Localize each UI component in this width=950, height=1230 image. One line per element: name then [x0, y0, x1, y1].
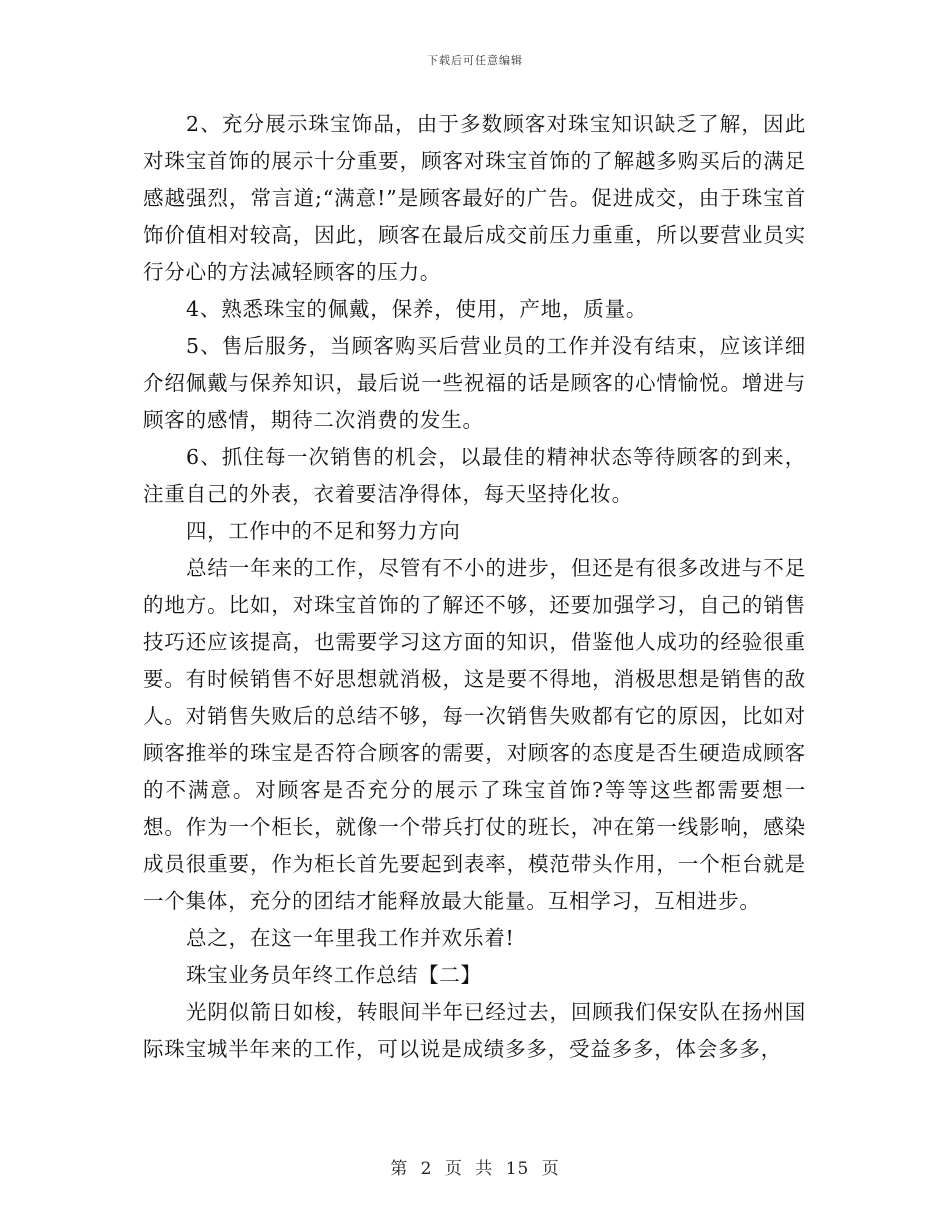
document-body	[143, 106, 806, 1068]
section-heading-part-two: 珠宝业务员年终工作总结【二】	[186, 963, 482, 987]
paragraph-familiarize: 4、熟悉珠宝的佩戴，保养，使用，产地，质量。	[186, 297, 648, 321]
paragraph-display-jewelry: 2、充分展示珠宝饰品，由于多数顾客对珠宝知识缺乏了解，因此对珠宝首饰的展示十分重要，顾客对珠宝首饰的了解越多购买后的满足感越强烈，常言道;“满意!”是顾客最好的广告。促进成交，由于珠宝首饰价值相对较高，因此，顾客在最后成交前压力重重，所以要营业员实行分心的方法减轻顾客的压力。	[143, 112, 806, 284]
paragraph-conclusion: 总之，在这一年里我工作并欢乐着!	[186, 926, 515, 950]
paragraph-seize-opportunity: 6、抓住每一次销售的机会，以最佳的精神状态等待顾客的到来，注重自己的外表，衣着要洁净得体，每天坚持化妆。	[143, 445, 806, 506]
page-header: 下载后可任意编辑	[427, 54, 523, 67]
paragraph-year-summary: 总结一年来的工作，尽管有不小的进步，但还是有很多改进与不足的地方。比如，对珠宝首饰的了解还不够，还要加强学习，自己的销售技巧还应该提高，也需要学习这方面的知识，借鉴他人成功的经验很重要。有时候销售不好思想就消极，这是要不得地，消极思想是销售的敌人。对销售失败后的总结不够，每一次销售失败都有它的原因，比如对顾客推举的珠宝是否符合顾客的需要，对顾客的态度是否生硬造成顾客的不满意。对顾客是否充分的展示了珠宝首饰?等等这些都需要想一想。作为一个柜长，就像一个带兵打仗的班长，冲在第一线影响，感染成员很重要，作为柜长首先要起到表率，模范带头作用，一个柜台就是一个集体，充分的团结才能释放最大能量。互相学习，互相进步。	[143, 556, 806, 913]
paragraph-after-sales: 5、售后服务，当顾客购买后营业员的工作并没有结束，应该详细介绍佩戴与保养知识，最后说一些祝福的话是顾客的心情愉悦。增进与顾客的感情，期待二次消费的发生。	[143, 334, 806, 432]
section-heading-shortcomings: 四，工作中的不足和努力方向	[186, 519, 461, 543]
page-number-footer: 第 2 页 共 15 页	[390, 1159, 560, 1179]
paragraph-half-year: 光阴似箭日如梭，转眼间半年已经过去，回顾我们保安队在扬州国际珠宝城半年来的工作，可以说是成绩多多，受益多多，体会多多，	[143, 1000, 806, 1061]
